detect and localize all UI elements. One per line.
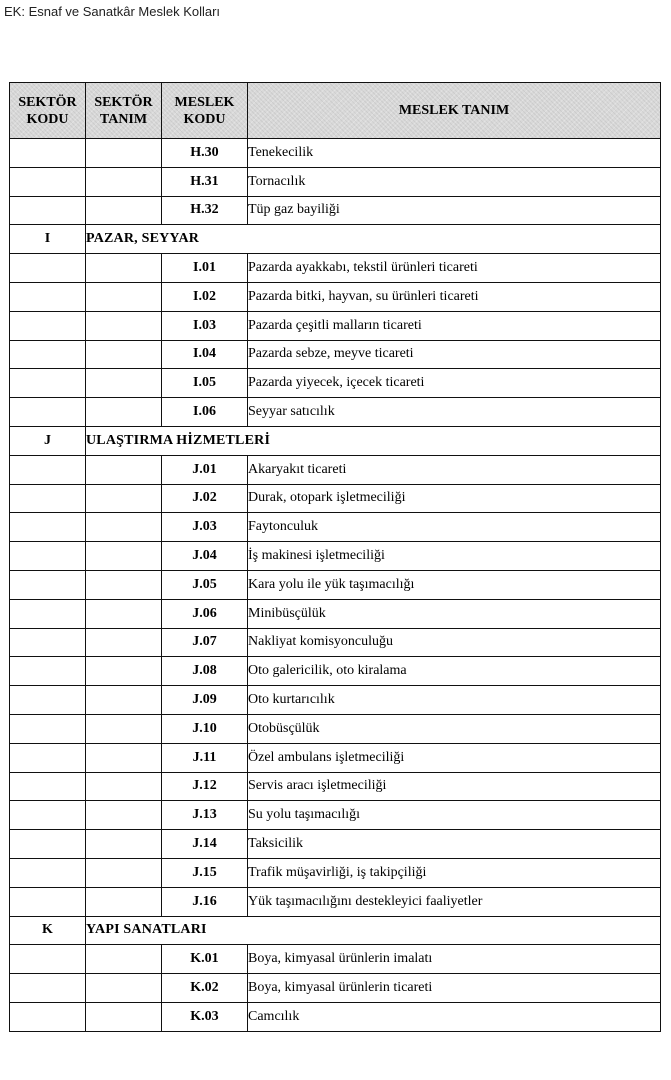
occupation-code-cell: K.02 (162, 974, 248, 1003)
occupation-code-cell: J.14 (162, 830, 248, 859)
sector-name-cell: ULAŞTIRMA HİZMETLERİ (86, 426, 661, 455)
table-row (10, 282, 661, 311)
occupation-code-cell: J.07 (162, 628, 248, 657)
occupation-name-cell: Seyyar satıcılık (248, 398, 661, 427)
empty-sector-name-cell (86, 484, 162, 513)
table-row (10, 196, 661, 225)
occupation-code-cell: K.03 (162, 1002, 248, 1031)
empty-sector-name-cell (86, 369, 162, 398)
empty-sector-name-cell (86, 513, 162, 542)
empty-sector-code-cell (10, 484, 86, 513)
occupation-code-cell: J.16 (162, 887, 248, 916)
table-row (10, 513, 661, 542)
occupation-name-cell: Nakliyat komisyonculuğu (248, 628, 661, 657)
header-occupation-name: MESLEK TANIM (248, 83, 661, 139)
empty-sector-name-cell (86, 858, 162, 887)
empty-sector-code-cell (10, 599, 86, 628)
occupation-code-cell: I.01 (162, 254, 248, 283)
table-row (10, 1002, 661, 1031)
sector-name-cell: YAPI SANATLARI (86, 916, 661, 945)
empty-sector-name-cell (86, 282, 162, 311)
empty-sector-name-cell (86, 657, 162, 686)
occupation-name-cell: Taksicilik (248, 830, 661, 859)
sector-row (10, 916, 661, 945)
table-body (10, 139, 661, 1032)
occupation-name-cell: Tenekecilik (248, 139, 661, 168)
occupation-name-cell: Minibüsçülük (248, 599, 661, 628)
sector-name-cell: PAZAR, SEYYAR (86, 225, 661, 254)
empty-sector-code-cell (10, 340, 86, 369)
empty-sector-code-cell (10, 369, 86, 398)
occupation-code-cell: J.03 (162, 513, 248, 542)
empty-sector-code-cell (10, 167, 86, 196)
empty-sector-name-cell (86, 628, 162, 657)
empty-sector-code-cell (10, 254, 86, 283)
table-row (10, 657, 661, 686)
empty-sector-code-cell (10, 513, 86, 542)
occupation-name-cell: Tornacılık (248, 167, 661, 196)
table-row (10, 369, 661, 398)
table-row (10, 686, 661, 715)
occupation-code-cell: H.30 (162, 139, 248, 168)
occupation-code-cell: J.15 (162, 858, 248, 887)
occupation-code-cell: J.02 (162, 484, 248, 513)
table-row (10, 254, 661, 283)
empty-sector-code-cell (10, 974, 86, 1003)
occupation-name-cell: Tüp gaz bayiliği (248, 196, 661, 225)
sector-code-cell: I (10, 225, 86, 254)
occupation-name-cell: Servis aracı işletmeciliği (248, 772, 661, 801)
empty-sector-code-cell (10, 196, 86, 225)
empty-sector-name-cell (86, 714, 162, 743)
sector-row (10, 225, 661, 254)
empty-sector-name-cell (86, 830, 162, 859)
occupation-code-cell: J.13 (162, 801, 248, 830)
table-row (10, 887, 661, 916)
empty-sector-name-cell (86, 570, 162, 599)
occupation-name-cell: Oto galericilik, oto kiralama (248, 657, 661, 686)
occupation-code-cell: J.04 (162, 542, 248, 571)
occupation-code-cell: J.01 (162, 455, 248, 484)
occupation-table (9, 82, 661, 1032)
table-row (10, 743, 661, 772)
occupation-name-cell: Faytonculuk (248, 513, 661, 542)
occupation-name-cell: Akaryakıt ticareti (248, 455, 661, 484)
empty-sector-name-cell (86, 455, 162, 484)
table-row (10, 830, 661, 859)
empty-sector-name-cell (86, 945, 162, 974)
table-row (10, 945, 661, 974)
occupation-code-cell: H.31 (162, 167, 248, 196)
occupation-code-cell: I.02 (162, 282, 248, 311)
occupation-code-cell: I.06 (162, 398, 248, 427)
table-row (10, 340, 661, 369)
empty-sector-code-cell (10, 282, 86, 311)
table-row (10, 772, 661, 801)
occupation-code-cell: I.04 (162, 340, 248, 369)
empty-sector-code-cell (10, 570, 86, 599)
occupation-code-cell: J.06 (162, 599, 248, 628)
occupation-code-cell: J.10 (162, 714, 248, 743)
empty-sector-name-cell (86, 196, 162, 225)
empty-sector-code-cell (10, 714, 86, 743)
table-row (10, 570, 661, 599)
occupation-name-cell: İş makinesi işletmeciliği (248, 542, 661, 571)
empty-sector-code-cell (10, 858, 86, 887)
document-title: EK: Esnaf ve Sanatkâr Meslek Kolları (4, 4, 221, 19)
sector-code-cell: K (10, 916, 86, 945)
occupation-name-cell: Kara yolu ile yük taşımacılığı (248, 570, 661, 599)
occupation-code-cell: K.01 (162, 945, 248, 974)
table-row (10, 139, 661, 168)
table-row (10, 714, 661, 743)
empty-sector-code-cell (10, 887, 86, 916)
occupation-code-cell: H.32 (162, 196, 248, 225)
occupation-name-cell: Pazarda ayakkabı, tekstil ürünleri ticareti (248, 254, 661, 283)
table-row (10, 167, 661, 196)
occupation-code-cell: J.05 (162, 570, 248, 599)
empty-sector-name-cell (86, 599, 162, 628)
header-sector-code: SEKTÖR KODU (10, 83, 86, 139)
table-row (10, 599, 661, 628)
empty-sector-code-cell (10, 455, 86, 484)
empty-sector-name-cell (86, 887, 162, 916)
occupation-name-cell: Pazarda sebze, meyve ticareti (248, 340, 661, 369)
occupation-name-cell: Camcılık (248, 1002, 661, 1031)
sector-code-cell: J (10, 426, 86, 455)
empty-sector-name-cell (86, 398, 162, 427)
occupation-code-cell: I.05 (162, 369, 248, 398)
empty-sector-name-cell (86, 311, 162, 340)
occupation-name-cell: Pazarda yiyecek, içecek ticareti (248, 369, 661, 398)
occupation-name-cell: Boya, kimyasal ürünlerin imalatı (248, 945, 661, 974)
empty-sector-name-cell (86, 254, 162, 283)
header-sector-name: SEKTÖR TANIM (86, 83, 162, 139)
empty-sector-name-cell (86, 542, 162, 571)
empty-sector-name-cell (86, 801, 162, 830)
empty-sector-code-cell (10, 1002, 86, 1031)
table-row (10, 542, 661, 571)
empty-sector-name-cell (86, 340, 162, 369)
table-row (10, 455, 661, 484)
occupation-name-cell: Yük taşımacılığını destekleyici faaliyetler (248, 887, 661, 916)
empty-sector-name-cell (86, 167, 162, 196)
table-row (10, 801, 661, 830)
empty-sector-code-cell (10, 311, 86, 340)
empty-sector-name-cell (86, 686, 162, 715)
table-row (10, 628, 661, 657)
occupation-code-cell: J.12 (162, 772, 248, 801)
empty-sector-code-cell (10, 628, 86, 657)
table-row (10, 974, 661, 1003)
table-header (10, 83, 661, 139)
table-row (10, 311, 661, 340)
occupation-code-cell: I.03 (162, 311, 248, 340)
empty-sector-code-cell (10, 801, 86, 830)
occupation-code-cell: J.11 (162, 743, 248, 772)
occupation-name-cell: Pazarda çeşitli malların ticareti (248, 311, 661, 340)
occupation-name-cell: Pazarda bitki, hayvan, su ürünleri ticareti (248, 282, 661, 311)
empty-sector-name-cell (86, 1002, 162, 1031)
empty-sector-code-cell (10, 139, 86, 168)
table-row (10, 484, 661, 513)
empty-sector-code-cell (10, 686, 86, 715)
empty-sector-code-cell (10, 772, 86, 801)
occupation-name-cell: Özel ambulans işletmeciliği (248, 743, 661, 772)
occupation-code-cell: J.08 (162, 657, 248, 686)
header-row (10, 83, 661, 139)
empty-sector-name-cell (86, 139, 162, 168)
empty-sector-code-cell (10, 542, 86, 571)
table-row (10, 398, 661, 427)
header-occupation-code: MESLEK KODU (162, 83, 248, 139)
occupation-code-cell: J.09 (162, 686, 248, 715)
empty-sector-name-cell (86, 772, 162, 801)
occupation-name-cell: Oto kurtarıcılık (248, 686, 661, 715)
empty-sector-code-cell (10, 743, 86, 772)
empty-sector-name-cell (86, 974, 162, 1003)
occupation-name-cell: Boya, kimyasal ürünlerin ticareti (248, 974, 661, 1003)
empty-sector-code-cell (10, 657, 86, 686)
occupation-name-cell: Su yolu taşımacılığı (248, 801, 661, 830)
occupation-name-cell: Otobüsçülük (248, 714, 661, 743)
empty-sector-code-cell (10, 830, 86, 859)
occupation-name-cell: Durak, otopark işletmeciliği (248, 484, 661, 513)
empty-sector-name-cell (86, 743, 162, 772)
occupation-name-cell: Trafik müşavirliği, iş takipçiliği (248, 858, 661, 887)
table-row (10, 858, 661, 887)
empty-sector-code-cell (10, 945, 86, 974)
empty-sector-code-cell (10, 398, 86, 427)
sector-row (10, 426, 661, 455)
